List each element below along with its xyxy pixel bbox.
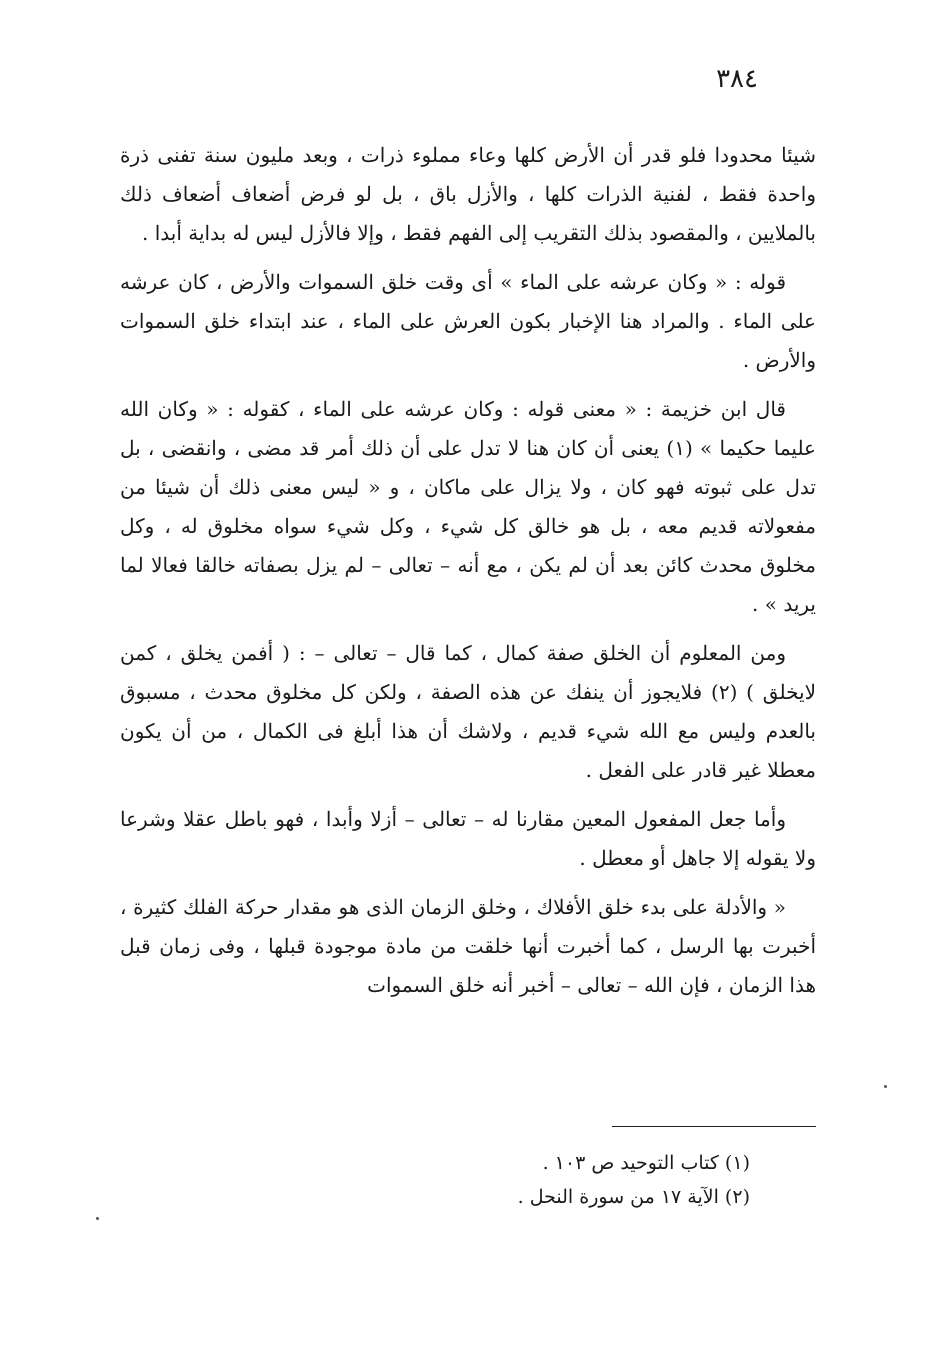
paragraph-6: « والأدلة على بدء خلق الأفلاك ، وخلق الزمان الذى هو مقدار حركة الفلك كثيرة ، أخبرت بها الرسل ، كما أخبرت أنها خلقت من مادة موجودة قبلها ، وفى زمان قبل هذا الزمان ، فإن الله – تعالى – أخبر أنه خلق السموات xyxy=(120,895,816,997)
footnotes xyxy=(420,1146,750,1214)
paragraph-4: ومن المعلوم أن الخلق صفة كمال ، كما قال – تعالى – : ( أفمن يخلق ، كمن لايخلق ) (٢) فلايجوز أن ينفك عن هذه الصفة ، ولكن كل مخلوق محدث ، مسبوق بالعدم وليس مع الله شيء قديم ، ولاشك أن هذا أبلغ فى الكمال ، من أن يكون معطلا غير قادر على الفعل . xyxy=(120,641,816,782)
footnote-2: (٢) الآية ١٧ من سورة النحل . xyxy=(517,1186,750,1208)
paragraph-2: قوله : « وكان عرشه على الماء » أى وقت خلق السموات والأرض ، كان عرشه على الماء . والمراد هنا الإخبار بكون العرش على الماء ، عند ابتداء خلق السموات والأرض . xyxy=(120,270,816,372)
scan-speck xyxy=(96,1217,99,1220)
footnote-1: (١) كتاب التوحيد ص ١٠٣ . xyxy=(542,1152,750,1174)
paragraph-5: وأما جعل المفعول المعين مقارنا له – تعالى – أزلا وأبدا ، فهو باطل عقلا وشرعا ولا يقوله إلا جاهل أو معطل . xyxy=(120,807,816,870)
paragraph-3: قال ابن خزيمة : « معنى قوله : وكان عرشه على الماء ، كقوله : « وكان الله عليما حكيما » (١) يعنى أن كان هنا لا تدل على أن ذلك أمر قد مضى ، وانقضى ، بل تدل على ثبوته فهو كان ، ولا يزال على ماكان ، و « ليس معنى ذلك أن شيئا من مفعولاته قديم معه ، بل هو خالق كل شيء ، وكل شيء سواه مخلوق له ، وكل مخلوق محدث كائن بعد أن لم يكن ، مع أنه – تعالى – لم يزل بصفاته خالقا فعالا لما يريد » . xyxy=(120,397,816,616)
scan-speck xyxy=(884,1085,887,1088)
footnote-divider xyxy=(612,1126,816,1127)
body-text xyxy=(120,136,816,1015)
paragraph-1: شيئا محدودا فلو قدر أن الأرض كلها وعاء مملوء ذرات ، وبعد مليون سنة تفنى ذرة واحدة فقط ، لفنية الذرات كلها ، والأزل باق ، بل لو فرض أضعاف أضعاف ذلك بالملايين ، والمقصود بذلك التقريب إلى الفهم فقط ، وإلا فالأزل ليس له بداية أبدا . xyxy=(120,143,816,245)
page-number: ٣٨٤ xyxy=(716,64,758,94)
